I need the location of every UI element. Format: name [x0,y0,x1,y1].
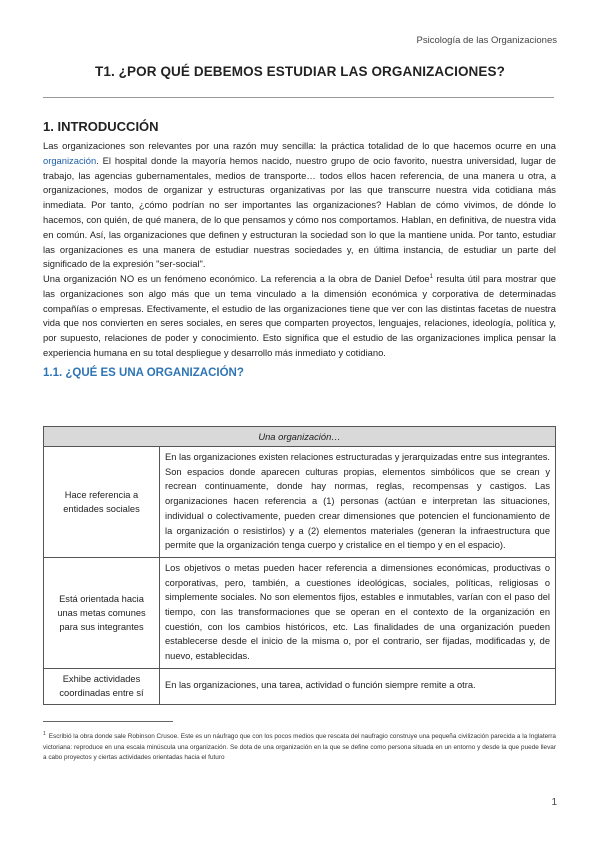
title-divider [43,97,554,98]
table-row [44,447,556,558]
footnote-number: 1 [43,731,46,737]
page-number: 1 [551,797,557,808]
table-row-text: En las organizaciones existen relaciones estructuradas y jerarquizadas entre sus integrantes. Son espacios donde aparecen culturas propias, elementos simbólicos que se crean y recrean continuamente, donde hay normas, reglas, recompensas y castigos. Las organizaciones hacen referencia a (1) personas (actúan e interpretan las situaciones, individual o colectivamente, pueden crear dimensiones que potencien el funcionamiento de la organización o resistirlos) y a (2) elementos materiales (generan la infraestructura que permite que la organización tenga cuerpo y cristalice en el tiempo y en el espacio). [160,447,556,558]
table-header-row [44,427,556,447]
organization-definition-table [43,426,556,705]
table-row-label: Está orientada hacia unas metas comunes para sus integrantes [44,557,160,668]
footnote [43,729,556,764]
table-row-label: Hace referencia a entidades sociales [44,447,160,558]
table-row [44,668,556,704]
footnote-divider [43,721,173,722]
intro-paragraph-1 [43,139,556,272]
organizacion-link[interactable]: organización [43,154,97,166]
section-heading-introduccion: 1. INTRODUCCIÓN [43,119,159,134]
intro-p2-text-b: resulta útil para mostrar que las organizaciones son algo más que un tema vinculado a la dimensión económica y corporativa de determinadas compañías o empresas. Efectivamente, el estudio de las organizaciones tiene que ver con las distintas facetas de nuestra vida que nos convierten en seres sociales, en seres que comparten proyectos, lenguajes, relaciones, ideología, política y, por supuesto, relaciones de poder y conocimiento. Esto significa que el estudio de las organizaciones implica pensar la experiencia humana en su total despliegue y desarrollo más inmediato y cotidiano. [43,273,556,358]
page-title: T1. ¿POR QUÉ DEBEMOS ESTUDIAR LAS ORGANIZACIONES? [95,64,505,79]
table-header: Una organización… [44,427,556,447]
intro-p2-text-a: Una organización NO es un fenómeno económico. La referencia a la obra de Daniel Defoe [43,273,430,284]
footnote-reference[interactable]: 1 [429,273,433,280]
subsection-heading-que-es: 1.1. ¿QUÉ ES UNA ORGANIZACIÓN? [43,367,244,379]
running-header: Psicología de las Organizaciones [416,35,557,46]
intro-p1-text-b: . El hospital donde la mayoría hemos nacido, nuestro grupo de ocio favorito, nuestra universidad, lugar de trabajo, las agencias gubernamentales, medios de transporte… todos ellos hacen referencia, de una manera u otra, a organizaciones, modos de organizar y estructuras organizativas por las que transcurre nuestra vida cotidiana más inmediata. Por tanto, ¿cómo podrían no ser importantes las organizaciones? Hablan de cómo vivimos, de dónde lo hacemos, con quién, de qué manera, de lo que pensamos y cómo nos comportamos. Hablan, en definitiva, de nuestra vida en común. Así, las organizaciones que definen y estructuran la sociedad son lo que la mantiene unida. Por tanto, estudiar las organizaciones es una manera de estudiar nuestras sociedades y, en última instancia, de estudiar un parte del significado de la expresión "ser-social". [43,154,556,270]
table-row-text: En las organizaciones, una tarea, actividad o función siempre remite a otra. [160,668,556,704]
intro-paragraph-2 [43,272,556,361]
footnote-text: Escribió la obra donde sale Robinson Crusoe. Este es un náufrago que con los pocos medios que rescata del naufragio construye una pequeña civilización parecida a la Inglaterra victoriana: reproduce en una escala minúscula una organización. Se dota de una organización en la que se define como persona situada en un entorno y desde la que puede llevar a cabo proyectos y ciertas actividades orientadas hacia el futuro [43,733,556,762]
table-row-text: Los objetivos o metas pueden hacer referencia a dimensiones económicas, productivas o corporativas, pero, también, a cuestiones ideológicas, sociales, políticas, religiosas o simplemente sociales. No son elementos fijos, estables e inmutables, varían con el paso del tiempo, con las transformaciones que se operan en el contexto de la organización en cuestión, con los cambios históricos, etc. Las finalidades de una organización pueden establecerse desde el inicio de la misma o, por el contrario, ser fijadas, modificadas y, de nuevo, establecidas. [160,557,556,668]
intro-p1-text-a: Las organizaciones son relevantes por una razón muy sencilla: la práctica totalidad de lo que hacemos ocurre en una [43,140,556,151]
table-row [44,557,556,668]
table-row-label: Exhibe actividades coordinadas entre sí [44,668,160,704]
